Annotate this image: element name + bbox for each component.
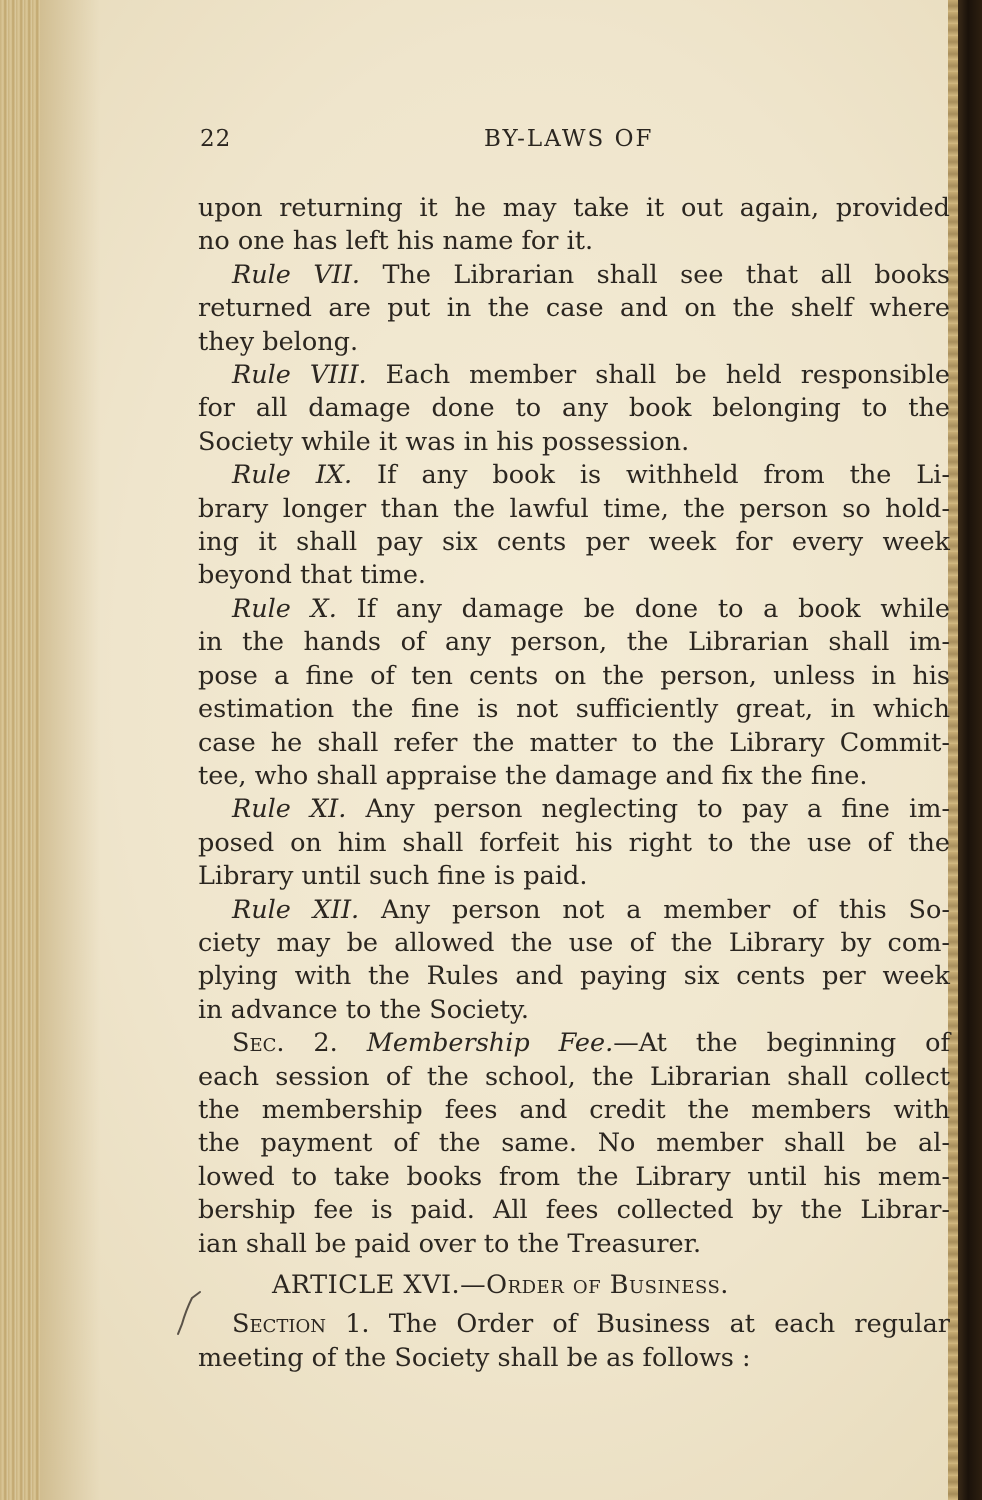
- text-line: tee, who shall appraise the damage and fix the fine.: [198, 760, 868, 791]
- book-gutter: [0, 0, 40, 1500]
- rule-x-line: [198, 593, 950, 626]
- section-text: —At the beginning of: [613, 1028, 950, 1059]
- section-1-line: [198, 1308, 950, 1341]
- section-title: Membership Fee.: [337, 1028, 614, 1059]
- text-line: Library until such fine is paid.: [198, 861, 588, 892]
- text-line: plying with the Rules and paying six cents per week: [198, 961, 950, 992]
- section-2-line: [198, 1027, 950, 1060]
- text-line: pose a fine of ten cents on the person, unless in his: [198, 660, 950, 691]
- article-number: ARTICLE XVI.: [272, 1270, 461, 1300]
- rule-xii-line: [198, 894, 950, 927]
- text-line: case he shall refer the matter to the Library Commit-: [198, 727, 950, 758]
- section-label: Section 1.: [232, 1309, 370, 1340]
- text-line: returned are put in the case and on the shelf where: [198, 293, 950, 324]
- section-label: Sec. 2.: [232, 1028, 338, 1059]
- text-line: ian shall be paid over to the Treasurer.: [198, 1228, 702, 1259]
- text-line: bership fee is paid. All fees collected by the Librar-: [198, 1195, 950, 1226]
- running-head: BY-LAWS OF: [484, 126, 654, 152]
- text-line: estimation the fine is not sufficiently great, in which: [198, 694, 950, 725]
- rule-text: Each member shall be held responsible: [366, 360, 950, 391]
- page-header: [200, 126, 945, 158]
- section-text: The Order of Business at each regular: [369, 1309, 950, 1340]
- rule-label: Rule XI.: [232, 794, 347, 825]
- text-line: ing it shall pay six cents per week for every week: [198, 527, 950, 558]
- text-line: no one has left his name for it.: [198, 226, 594, 257]
- text-line: Society while it was in his possession.: [198, 426, 690, 457]
- text-line: in the hands of any person, the Librarian shall im-: [198, 627, 950, 658]
- rule-text: The Librarian shall see that all books: [360, 259, 950, 290]
- text-line: beyond that time.: [198, 560, 427, 591]
- text-line: for all damage done to any book belonging to the: [198, 393, 950, 424]
- rule-text: Any person not a member of this So-: [359, 894, 950, 925]
- text-line: ciety may be allowed the use of the Library by com-: [198, 927, 950, 958]
- text-line: brary longer than the lawful time, the person so hold-: [198, 493, 950, 524]
- rule-label: Rule IX.: [232, 460, 353, 491]
- text-line: each session of the school, the Librarian shall collect: [198, 1061, 950, 1092]
- text-line: the membership fees and credit the members with: [198, 1094, 950, 1125]
- rule-text: If any damage be done to a book while: [336, 593, 950, 624]
- text-line: in advance to the Society.: [198, 994, 530, 1025]
- rule-label: Rule XII.: [232, 894, 360, 925]
- book-edge: [958, 0, 982, 1500]
- body-text: [198, 192, 950, 1375]
- text-line: meeting of the Society shall be as follows :: [198, 1342, 751, 1373]
- article-title: —Order of Business.: [460, 1270, 729, 1300]
- text-line: the payment of the same. No member shall be al-: [198, 1128, 950, 1159]
- page-number: 22: [200, 126, 232, 152]
- text-line: lowed to take books from the Library until his mem-: [198, 1161, 950, 1192]
- text-line: they belong.: [198, 326, 359, 357]
- text-line: upon returning it he may take it out again, provided: [198, 193, 950, 223]
- rule-label: Rule VIII.: [232, 360, 367, 391]
- rule-label: Rule X.: [232, 593, 337, 624]
- article-heading: [198, 1269, 950, 1302]
- rule-text: Any person neglecting to pay a fine im-: [346, 794, 950, 825]
- rule-label: Rule VII.: [232, 259, 360, 290]
- rule-vii-line: [198, 259, 950, 292]
- gutter-shadow: [40, 0, 100, 1500]
- rule-viii-line: [198, 359, 950, 392]
- rule-text: If any book is withheld from the Li-: [352, 460, 950, 491]
- rule-ix-line: [198, 459, 950, 492]
- text-line: posed on him shall forfeit his right to the use of the: [198, 827, 950, 858]
- rule-xi-line: [198, 793, 950, 826]
